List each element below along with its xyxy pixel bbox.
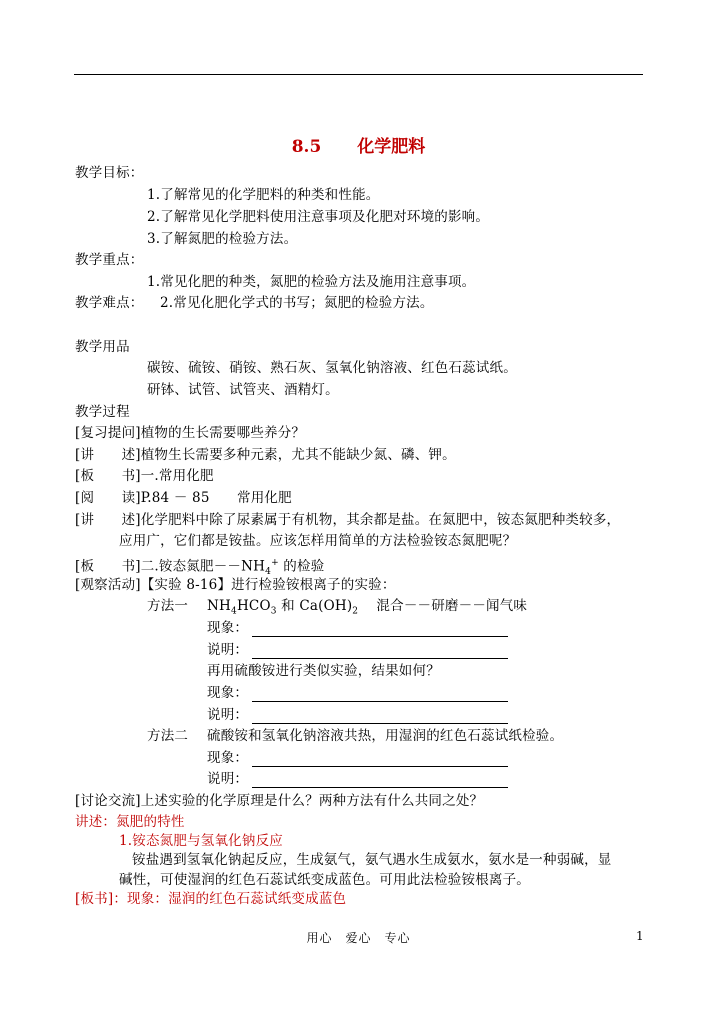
explain-line: 碱性，可使湿润的红色石蕊试纸变成蓝色。可用此法检验铵根离子。 <box>119 872 530 888</box>
page-title <box>0 132 717 157</box>
key-points-text: 1.常见化肥的种类，氮肥的检验方法及施用注意事项。 <box>147 274 476 290</box>
answer-blank <box>252 753 508 767</box>
board-sup: + <box>271 558 279 568</box>
answer-blank <box>252 623 508 637</box>
formula-part: HCO <box>236 598 271 614</box>
explanation-row <box>207 641 508 659</box>
property-item: 1.铵态氮肥与氢氧化钠反应 <box>119 833 283 849</box>
lecture-line: [讲 述]化学肥料中除了尿素属于有机物，其余都是盐。在氮肥中，铵态氮肥种类较多， <box>75 512 621 528</box>
board-text: [板 书]二.铵态氮肥－－NH <box>75 558 266 575</box>
formula-sub: 3 <box>270 606 277 617</box>
phenomenon-label: 现象： <box>207 620 249 636</box>
observe-line: [观察活动]【实验 8-16】进行检验铵根离子的实验： <box>75 577 396 593</box>
title-text: 化学肥料 <box>357 137 426 157</box>
board-line: [板 书]一.常用化肥 <box>75 468 214 484</box>
phenomenon-row <box>207 684 508 702</box>
objective-item: 1.了解常见的化学肥料的种类和性能。 <box>147 187 380 203</box>
reading-line: [阅 读]P.84 － 85 常用化肥 <box>75 490 292 506</box>
materials-line: 碳铵、硫铵、硝铵、熟石灰、氢氧化钠溶液、红色石蕊试纸。 <box>147 360 517 376</box>
discussion-line: [讨论交流]上述实验的化学原理是什么？两种方法有什么共同之处？ <box>75 793 484 809</box>
explanation-row <box>207 770 508 788</box>
title-number: 8.5 <box>291 137 322 157</box>
materials-label: 教学用品 <box>75 339 130 355</box>
materials-line: 研钵、试管、试管夹、酒精灯。 <box>147 382 339 398</box>
method-label: 方法一 <box>147 598 189 614</box>
phenomenon-label: 现象： <box>207 750 249 766</box>
header-rule <box>74 74 643 75</box>
formula-sub: 4 <box>231 606 237 617</box>
phenomenon-row <box>207 749 508 767</box>
method-label: 方法二 <box>147 728 189 744</box>
lecture-line: 应用广，它们都是铵盐。应该怎样用简单的方法检验铵态氮肥呢？ <box>119 533 517 549</box>
phenomenon-row <box>207 619 508 637</box>
method-text: 硫酸铵和氢氧化钠溶液共热，用湿润的红色石蕊试纸检验。 <box>207 728 564 744</box>
phenomenon-label: 现象： <box>207 685 249 701</box>
answer-blank <box>252 774 508 788</box>
footer-motto: 用心 爱心 专心 <box>306 931 411 945</box>
explain-line: 铵盐遇到氢氧化钠起反应，生成氨气，氨气遇水生成氨水，氨水是一种弱碱，显 <box>132 852 612 868</box>
difficulties-text: 2.常见化肥化学式的书写；氮肥的检验方法。 <box>160 295 434 311</box>
difficulties-label: 教学难点： <box>75 295 144 311</box>
repeat-question: 再用硫酸铵进行类似实验，结果如何？ <box>207 663 440 679</box>
answer-blank <box>252 688 508 702</box>
explanation-label: 说明： <box>207 707 249 723</box>
formula-part: 和 Ca(OH) <box>276 598 353 614</box>
board-sub: 4 <box>265 567 272 578</box>
explanation-row <box>207 706 508 724</box>
objectives-label: 教学目标： <box>75 165 144 181</box>
lecture-line: [讲 述]植物生长需要多种元素，尤其不能缺少氮、磷、钾。 <box>75 447 456 463</box>
explanation-label: 说明： <box>207 642 249 658</box>
answer-blank <box>252 710 508 724</box>
formula-part: 混合－－研磨－－闻气味 <box>358 598 528 614</box>
method-formula <box>207 597 527 621</box>
key-points-label: 教学重点： <box>75 252 144 268</box>
formula-part: NH <box>207 598 231 614</box>
page-number: 1 <box>636 929 644 943</box>
explanation-label: 说明： <box>207 771 249 787</box>
formula-sub: 2 <box>352 606 359 617</box>
objective-item: 3.了解氮肥的检验方法。 <box>147 231 298 247</box>
answer-blank <box>252 645 508 659</box>
board-note: [板书]：现象：湿润的红色石蕊试纸变成蓝色 <box>75 891 347 907</box>
review-question: [复习提问]植物的生长需要哪些养分？ <box>75 425 306 441</box>
process-label: 教学过程 <box>75 404 130 420</box>
board-text: 的检验 <box>278 558 325 575</box>
objective-item: 2.了解常见化学肥料使用注意事项及化肥对环境的影响。 <box>147 209 490 225</box>
lecture-heading: 讲述：氮肥的特性 <box>75 814 185 830</box>
